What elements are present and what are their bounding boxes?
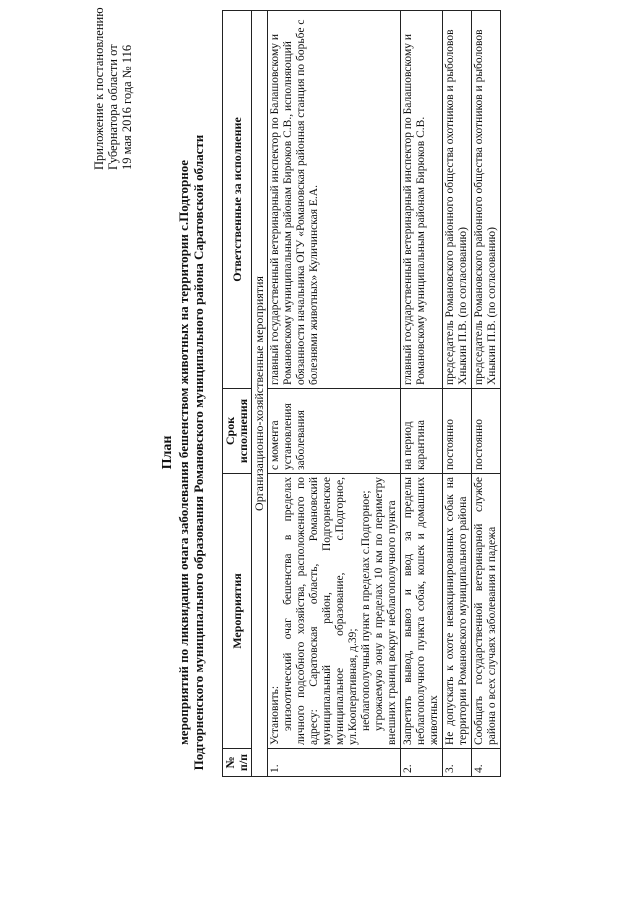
measure-line: эпизоотический очаг бешенства в пределах личного подсобного хозяйства, расположенного по адресу: Саратовская область, Романовский муниципальный район, Подгорненское муниципальное образование, с.Подгорное, ул.Кооперативная, д.39; [282, 477, 359, 745]
plan-subtitle-2: Подгорненского муниципального образования Романовского муниципального района Саратовской области [191, 134, 206, 771]
section-title: Организационно-хозяйственные мероприятия [252, 11, 268, 777]
header-measures: Мероприятия [223, 474, 252, 749]
header-term: Срок исполнения [223, 389, 252, 474]
row-num: 4. [472, 749, 501, 777]
appendix-note [92, 7, 134, 170]
header-num: № п/п [223, 749, 252, 777]
plan-subtitle-1: мероприятий по ликвидации очага заболевания бешенством животных на территории с.Подгорное [176, 159, 191, 746]
table-row [401, 11, 443, 777]
row-responsible: председатель Романовского районного общества охотников и рыболовов Хныкин П.В. (по согласованию) [472, 11, 501, 389]
row-responsible: председатель Романовского районного общества охотников и рыболовов Хныкин П.В. (по согласованию) [443, 11, 472, 389]
row-num: 3. [443, 749, 472, 777]
appendix-line-3: 19 мая 2016 года № 116 [120, 44, 134, 170]
row-num: 2. [401, 749, 443, 777]
appendix-line-1: Приложение к постановлению [92, 7, 106, 170]
row-responsible: главный государственный ветеринарный инспектор по Балашовскому и Романовскому муниципальным районам Бирюков С.В. [401, 11, 443, 389]
row-responsible: главный государственный ветеринарный инспектор по Балашовскому и Романовскому муниципальным районам Бирюков С.В., исполняющий обязанности начальника ОГУ «Романовская районная станция по борьбе с болезнями животных» Куличинская Е.А. [268, 11, 401, 389]
table-row [268, 11, 401, 777]
row-term: постоянно [443, 389, 472, 474]
table-row [472, 11, 501, 777]
row-term: с момента установления заболевания [268, 389, 401, 474]
table-row [443, 11, 472, 777]
row-measure [268, 474, 401, 749]
measure-line: Установить: [269, 685, 281, 745]
row-num: 1. [268, 749, 401, 777]
row-measure: Сообщать государственной ветеринарной службе района о всех случаях заболевания и падежа [472, 474, 501, 749]
row-term: на период карантина [401, 389, 443, 474]
section-row [252, 11, 268, 777]
appendix-line-2: Губернатора области от [106, 44, 120, 170]
measures-table [222, 10, 501, 777]
row-term: постоянно [472, 389, 501, 474]
row-measure: Не допускать к охоте невакцинированных собак на территории Романовского муниципального района [443, 474, 472, 749]
table-header-row [223, 11, 252, 777]
measure-line: неблагополучный пункт в пределах с.Подгорное; [360, 490, 372, 731]
header-responsible: Ответственные за исполнение [223, 11, 252, 389]
row-measure: Запретить вывод, вывоз и ввод за пределы неблагополучного пункта собак, кошек и домашних животных [401, 474, 443, 749]
measure-line: угрожаемую зону в пределах 10 км по периметру внешних границ вокруг неблагополучного пункта [373, 477, 398, 745]
plan-title: План [160, 435, 175, 470]
